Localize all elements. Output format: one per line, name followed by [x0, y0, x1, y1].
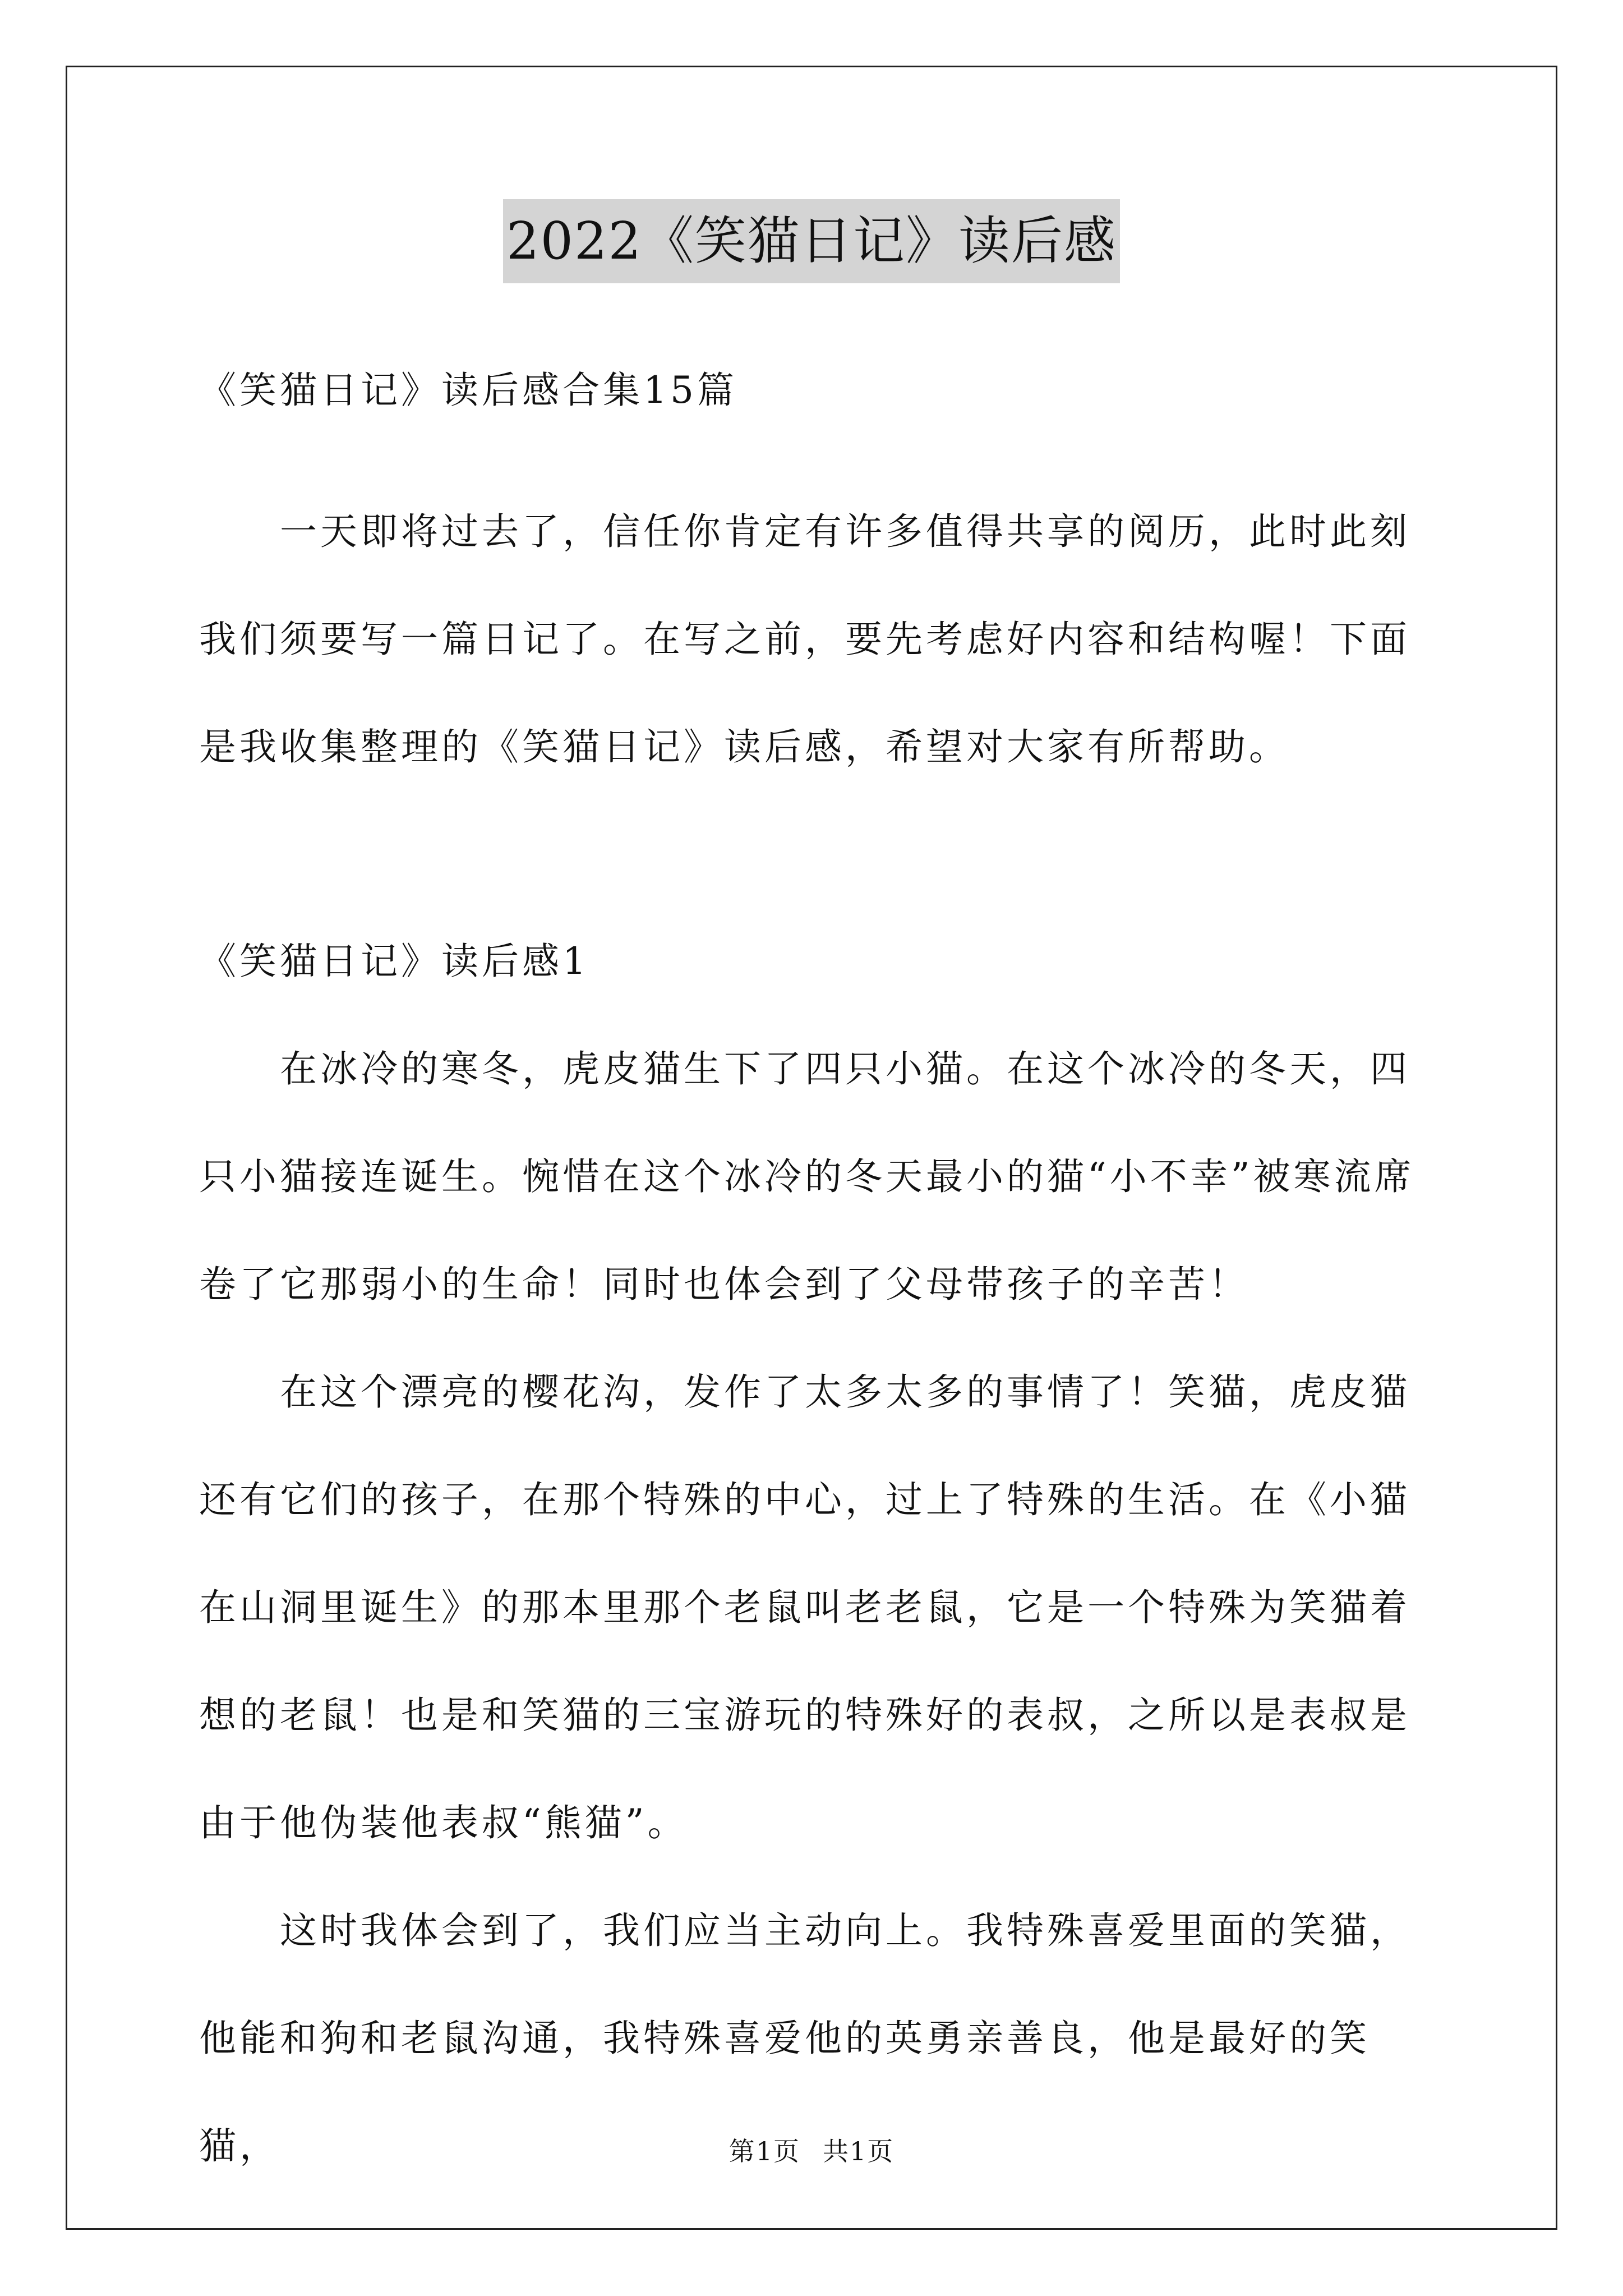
title-container [0, 199, 1623, 283]
document-subtitle: 《笑猫日记》读后感合集15篇 [199, 369, 737, 412]
intro-paragraph: 一天即将过去了，信任你肯定有许多值得共享的阅历，此时此刻我们须要写一篇日记了。在写之前，要先考虑好内容和结构喔！下面是我收集整理的《笑猫日记》读后感，希望对大家有所帮助。 [199, 510, 1410, 769]
section-heading: 《笑猫日记》读后感1 [199, 940, 589, 983]
document-title: 2022《笑猫日记》读后感 [503, 199, 1120, 283]
document-body [199, 337, 1433, 2200]
body-paragraph: 在冰冷的寒冬，虎皮猫生下了四只小猫。在这个冰冷的冬天，四只小猫接连诞生。惋惜在这个冰冷的冬天最小的猫“小不幸”被寒流席卷了它那弱小的生命！同时也体会到了父母带孩子的辛苦！ [199, 1047, 1415, 1306]
page-number: 第1页 [728, 2136, 800, 2166]
body-paragraph: 这时我体会到了，我们应当主动向上。我特殊喜爱里面的笑猫，他能和狗和老鼠沟通，我特殊喜爱他的英勇亲善良，他是最好的笑猫， [199, 1909, 1410, 2168]
page-total: 共1页 [823, 2136, 895, 2166]
body-paragraph: 在这个漂亮的樱花沟，发作了太多太多的事情了！笑猫，虎皮猫还有它们的孩子，在那个特殊的中心，过上了特殊的生活。在《小猫在山洞里诞生》的那本里那个老鼠叫老老鼠，它是一个特殊为笑猫着想的老鼠！也是和笑猫的三宝游玩的特殊好的表叔，之所以是表叔是由于他伪装他表叔“熊猫”。 [199, 1370, 1410, 1844]
page-footer [0, 2134, 1623, 2168]
